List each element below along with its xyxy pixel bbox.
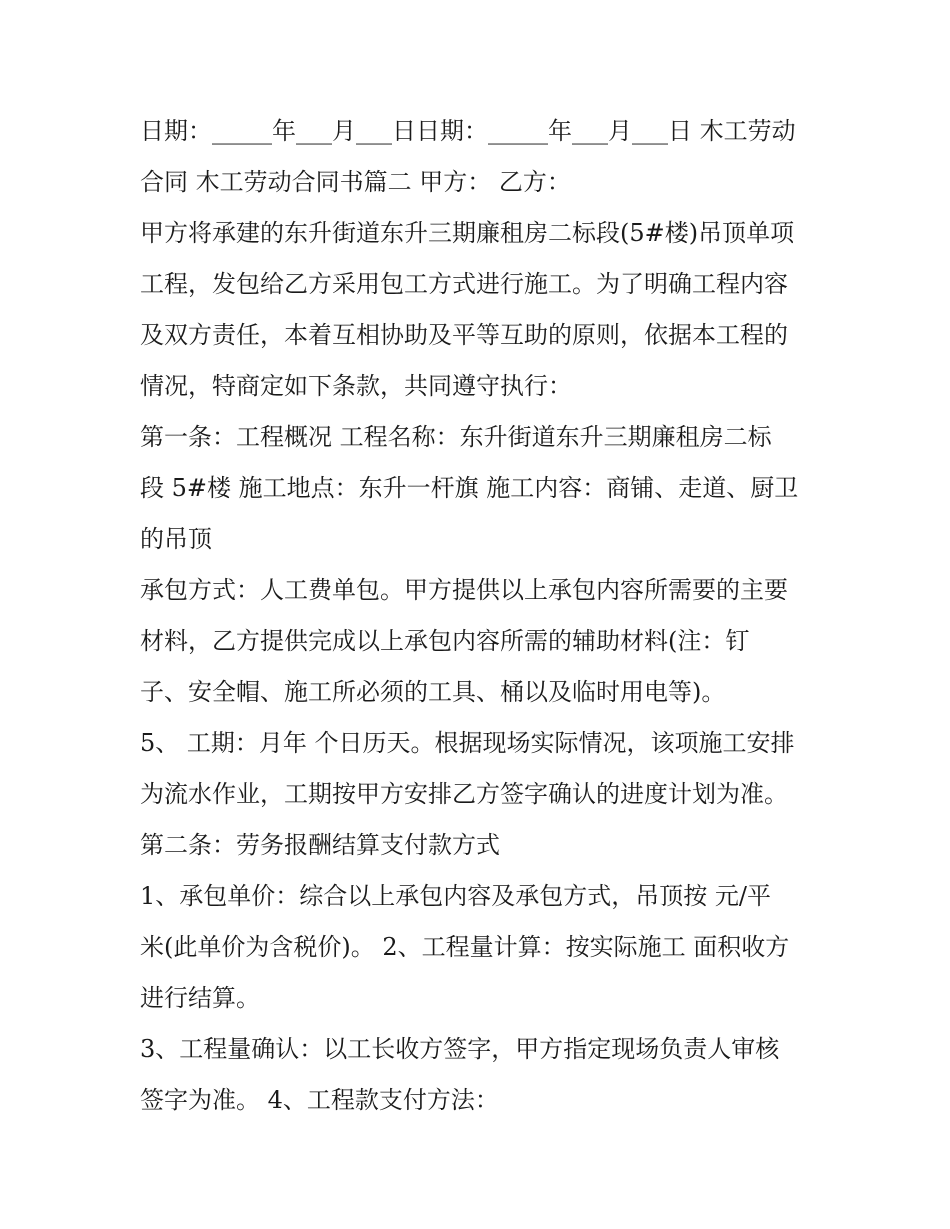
contract-text	[140, 106, 820, 1126]
text-line: 1、承包单价：综合以上承包内容及承包方式，吊顶按 元/平	[140, 882, 771, 910]
text-line: 及双方责任，本着互相协助及平等互助的原则，依据本工程的	[140, 321, 788, 349]
section-heading-2: 第二条：劳务报酬结算支付款方式	[140, 831, 500, 859]
text-line: 甲方将承建的东升街道东升三期廉租房二标段(5#楼)吊顶单项	[140, 219, 795, 247]
text-line: 情况，特商定如下条款，共同遵守执行：	[140, 372, 572, 400]
text-line: 材料，乙方提供完成以上承包内容所需的辅助材料(注：钉	[140, 627, 750, 655]
text-line: 合同 木工劳动合同书篇二 甲方： 乙方：	[140, 168, 571, 196]
section-heading-1: 第一条：工程概况 工程名称：东升街道东升三期廉租房二标	[140, 423, 772, 451]
text-line: 进行结算。	[140, 984, 260, 1012]
text-line: 米(此单价为含税价)。 2、工程量计算：按实际施工 面积收方	[140, 933, 790, 961]
text-line: 签字为准。 4、工程款支付方法：	[140, 1086, 499, 1114]
text-line: 3、工程量确认：以工长收方签字，甲方指定现场负责人审核	[140, 1035, 780, 1063]
text-line: 段 5#楼 施工地点：东升一杆旗 施工内容：商铺、走道、厨卫	[140, 474, 799, 502]
text-line: 5、 工期：月年 个日历天。根据现场实际情况，该项施工安排	[140, 729, 795, 757]
text-line: 为流水作业，工期按甲方安排乙方签字确认的进度计划为准。	[140, 780, 788, 808]
text-line: 工程，发包给乙方采用包工方式进行施工。为了明确工程内容	[140, 270, 788, 298]
text-line: 承包方式：人工费单包。甲方提供以上承包内容所需要的主要	[140, 576, 788, 604]
text-line: 日期：_____年___月___日日期：_____年___月___日 木工劳动	[140, 117, 796, 145]
text-line: 的吊顶	[140, 525, 212, 553]
text-line: 子、安全帽、施工所必须的工具、桶以及临时用电等)。	[140, 678, 726, 706]
